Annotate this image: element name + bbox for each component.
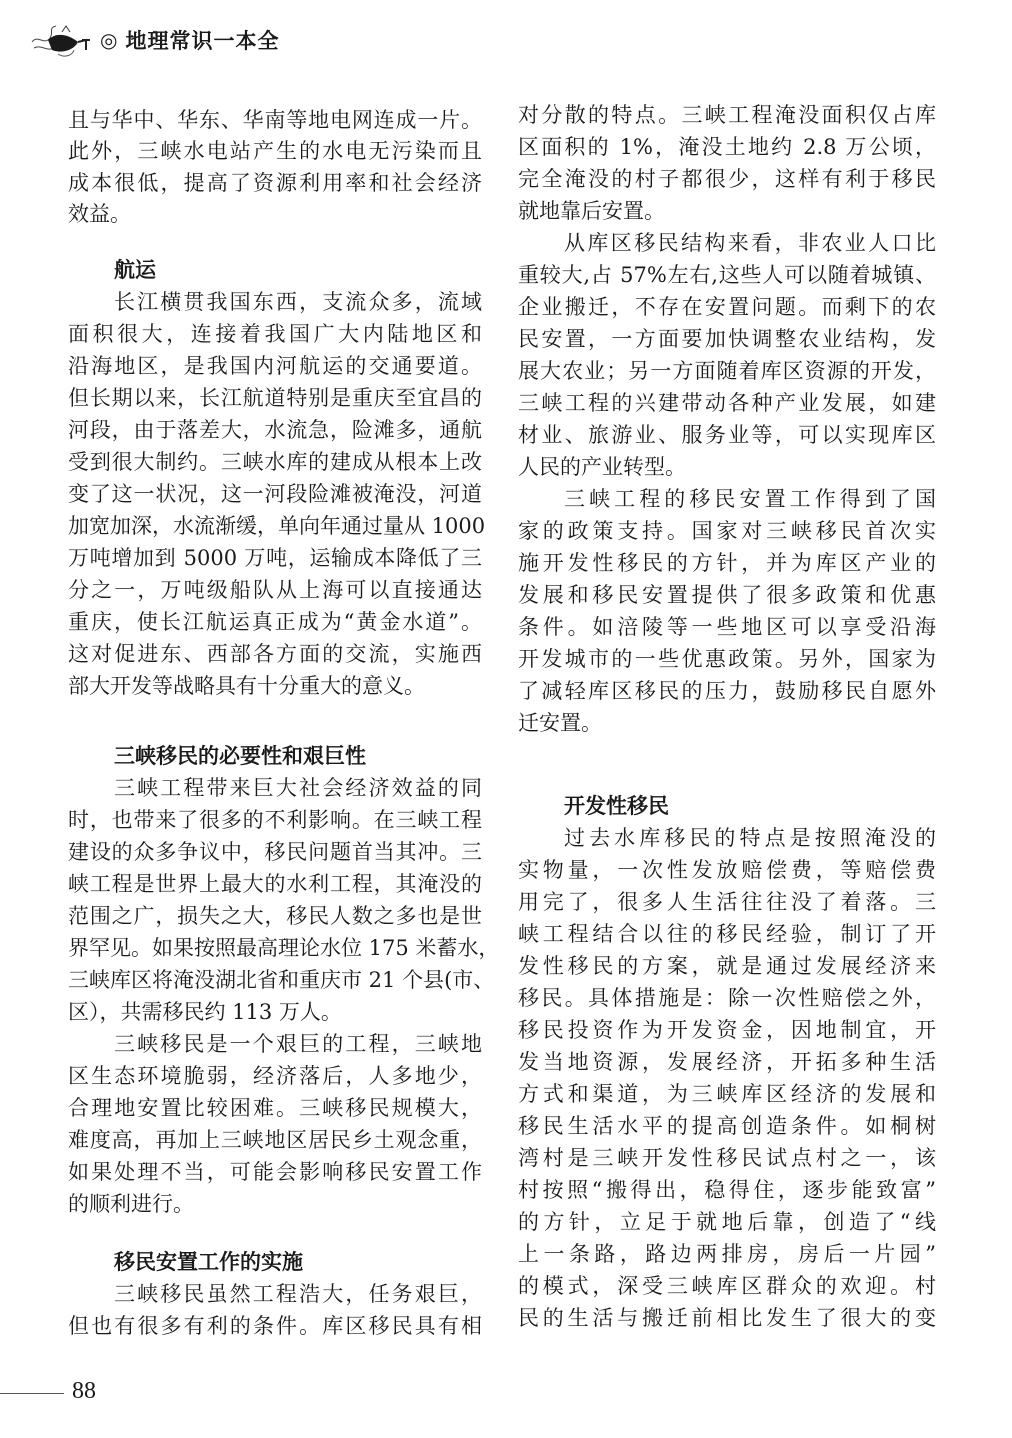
text-line: 此外，三峡水电站产生的水电无污染而且 [68, 139, 482, 163]
text-line: 上一条路，路边两排房，房后一片园” [518, 1242, 936, 1266]
running-header [28, 18, 279, 62]
text-line: 发当地资源，发展经济，开拓多种生活 [518, 1050, 936, 1074]
text-line: 人民的产业转型。 [518, 455, 686, 479]
book-title: 地理常识一本全 [125, 29, 280, 53]
text-line: 万吨增加到 5000 万吨，运输成本降低了三 [68, 546, 482, 570]
text-line: 移民生活水平的提高创造条件。如桐树 [518, 1114, 936, 1138]
text-line: 民的生活与搬迁前相比发生了很大的变 [518, 1306, 936, 1330]
text-line: 展大农业；另一方面随着库区资源的开发， [518, 359, 936, 383]
text-line: 开发城市的一些优惠政策。另外，国家为 [518, 647, 936, 671]
circle-mark: ◎ [100, 28, 118, 52]
text-line: 移民。具体措施是：除一次性赔偿之外， [518, 986, 936, 1010]
footer-rule [0, 1393, 64, 1394]
text-line: 合理地安置比较困难。三峡移民规模大， [68, 1096, 482, 1120]
text-line: 且与华中、华东、华南等地电网连成一片。 [68, 108, 482, 132]
text-line: 就地靠后安置。 [518, 199, 665, 223]
text-line: 沿海地区，是我国内河航运的交通要道。 [68, 354, 482, 378]
text-line: 三峡移民虽然工程浩大，任务艰巨， [114, 1282, 482, 1306]
text-line: 难度高，再加上三峡地区居民乡土观念重， [68, 1128, 482, 1152]
text-line: 河段，由于落差大，水流急，险滩多，通航 [68, 418, 482, 442]
text-line: 受到很大制约。三峡水库的建成从根本上改 [68, 450, 482, 474]
text-line: 范围之广，损失之大，移民人数之多也是世 [68, 904, 482, 928]
section-heading: 三峡移民的必要性和艰巨性 [114, 744, 366, 768]
text-line: 了减轻库区移民的压力，鼓励移民自愿外 [518, 679, 936, 703]
text-line: 的顺利进行。 [68, 1192, 194, 1216]
text-line: 重较大,占 57%左右,这些人可以随着城镇、 [518, 263, 936, 287]
text-line: 发展和移民安置提供了很多政策和优惠 [518, 583, 936, 607]
text-line: 移民投资作为开发资金，因地制宜，开 [518, 1018, 936, 1042]
text-line: 峡工程结合以往的移民经验，制订了开 [518, 922, 936, 946]
text-line: 三峡工程带来巨大社会经济效益的同 [114, 776, 482, 800]
text-line: 部大开发等战略具有十分重大的意义。 [68, 674, 425, 698]
text-line: 对分散的特点。三峡工程淹没面积仅占库 [518, 103, 936, 127]
text-line: 家的政策支持。国家对三峡移民首次实 [518, 519, 936, 543]
text-line: 分之一，万吨级船队从上海可以直接通达 [68, 578, 482, 602]
text-line: 湾村是三峡开发性移民试点村之一，该 [518, 1146, 936, 1170]
text-line: 用完了，很多人生活往往没了着落。三 [518, 890, 936, 914]
text-line: 发性移民的方案，就是通过发展经济来 [518, 954, 936, 978]
text-line: 成本很低，提高了资源利用率和社会经济 [68, 171, 482, 195]
text-line: 变了这一状况，这一河段险滩被淹没，河道 [68, 482, 482, 506]
text-line: 建设的众多争议中，移民问题首当其冲。三 [68, 840, 482, 864]
text-line: 过去水库移民的特点是按照淹没的 [564, 826, 936, 850]
dragon-ornament-icon [28, 20, 98, 60]
text-line: 效益。 [68, 202, 131, 226]
text-line: 方式和渠道，为三峡库区经济的发展和 [518, 1082, 936, 1106]
text-line: 长江横贯我国东西，支流众多，流域 [114, 290, 482, 314]
text-line: 但也有很多有利的条件。库区移民具有相 [68, 1314, 482, 1338]
section-heading: 航运 [114, 258, 156, 282]
section-heading: 开发性移民 [564, 794, 669, 818]
text-line: 加宽加深，水流渐缓，单向年通过量从 1000 [68, 514, 486, 538]
text-line: 区），共需移民约 113 万人。 [68, 1000, 342, 1024]
text-line: 三峡库区将淹没湖北省和重庆市 21 个县(市、 [68, 968, 495, 992]
text-line: 界罕见。如果按照最高理论水位 175 米蓄水， [68, 936, 500, 960]
text-line: 时，也带来了很多的不利影响。在三峡工程 [68, 808, 482, 832]
text-line: 完全淹没的村子都很少，这样有利于移民 [518, 167, 936, 191]
text-line: 企业搬迁，不存在安置问题。而剩下的农 [518, 295, 936, 319]
text-line: 但长期以来，长江航道特别是重庆至宜昌的 [68, 386, 482, 410]
text-line: 的模式，深受三峡库区群众的欢迎。村 [518, 1274, 936, 1298]
text-line: 这对促进东、西部各方面的交流，实施西 [68, 642, 482, 666]
text-line: 重庆，使长江航运真正成为“黄金水道”。 [68, 610, 482, 634]
text-line: 村按照“搬得出，稳得住，逐步能致富” [518, 1178, 936, 1202]
text-line: 从库区移民结构来看，非农业人口比 [564, 231, 936, 255]
text-line: 的方针，立足于就地后靠，创造了“线 [518, 1210, 936, 1234]
text-line: 三峡工程的移民安置工作得到了国 [564, 487, 936, 511]
text-line: 如果处理不当，可能会影响移民安置工作 [68, 1160, 482, 1184]
text-line: 区面积的 1%，淹没土地约 2.8 万公顷， [518, 135, 936, 159]
text-line: 迁安置。 [518, 711, 602, 735]
text-line: 材业、旅游业、服务业等，可以实现库区 [518, 423, 936, 447]
text-line: 面积很大，连接着我国广大内陆地区和 [68, 322, 482, 346]
section-heading: 移民安置工作的实施 [114, 1250, 303, 1274]
text-line: 三峡移民是一个艰巨的工程，三峡地 [114, 1032, 482, 1056]
text-line: 三峡工程的兴建带动各种产业发展，如建 [518, 391, 936, 415]
page-number: 88 [72, 1378, 96, 1404]
text-line: 区生态环境脆弱，经济落后，人多地少， [68, 1064, 482, 1088]
text-line: 条件。如涪陵等一些地区可以享受沿海 [518, 615, 936, 639]
text-line: 实物量，一次性发放赔偿费，等赔偿费 [518, 858, 936, 882]
text-line: 峡工程是世界上最大的水利工程，其淹没的 [68, 872, 482, 896]
text-line: 民安置，一方面要加快调整农业结构，发 [518, 327, 936, 351]
text-line: 施开发性移民的方针，并为库区产业的 [518, 551, 936, 575]
